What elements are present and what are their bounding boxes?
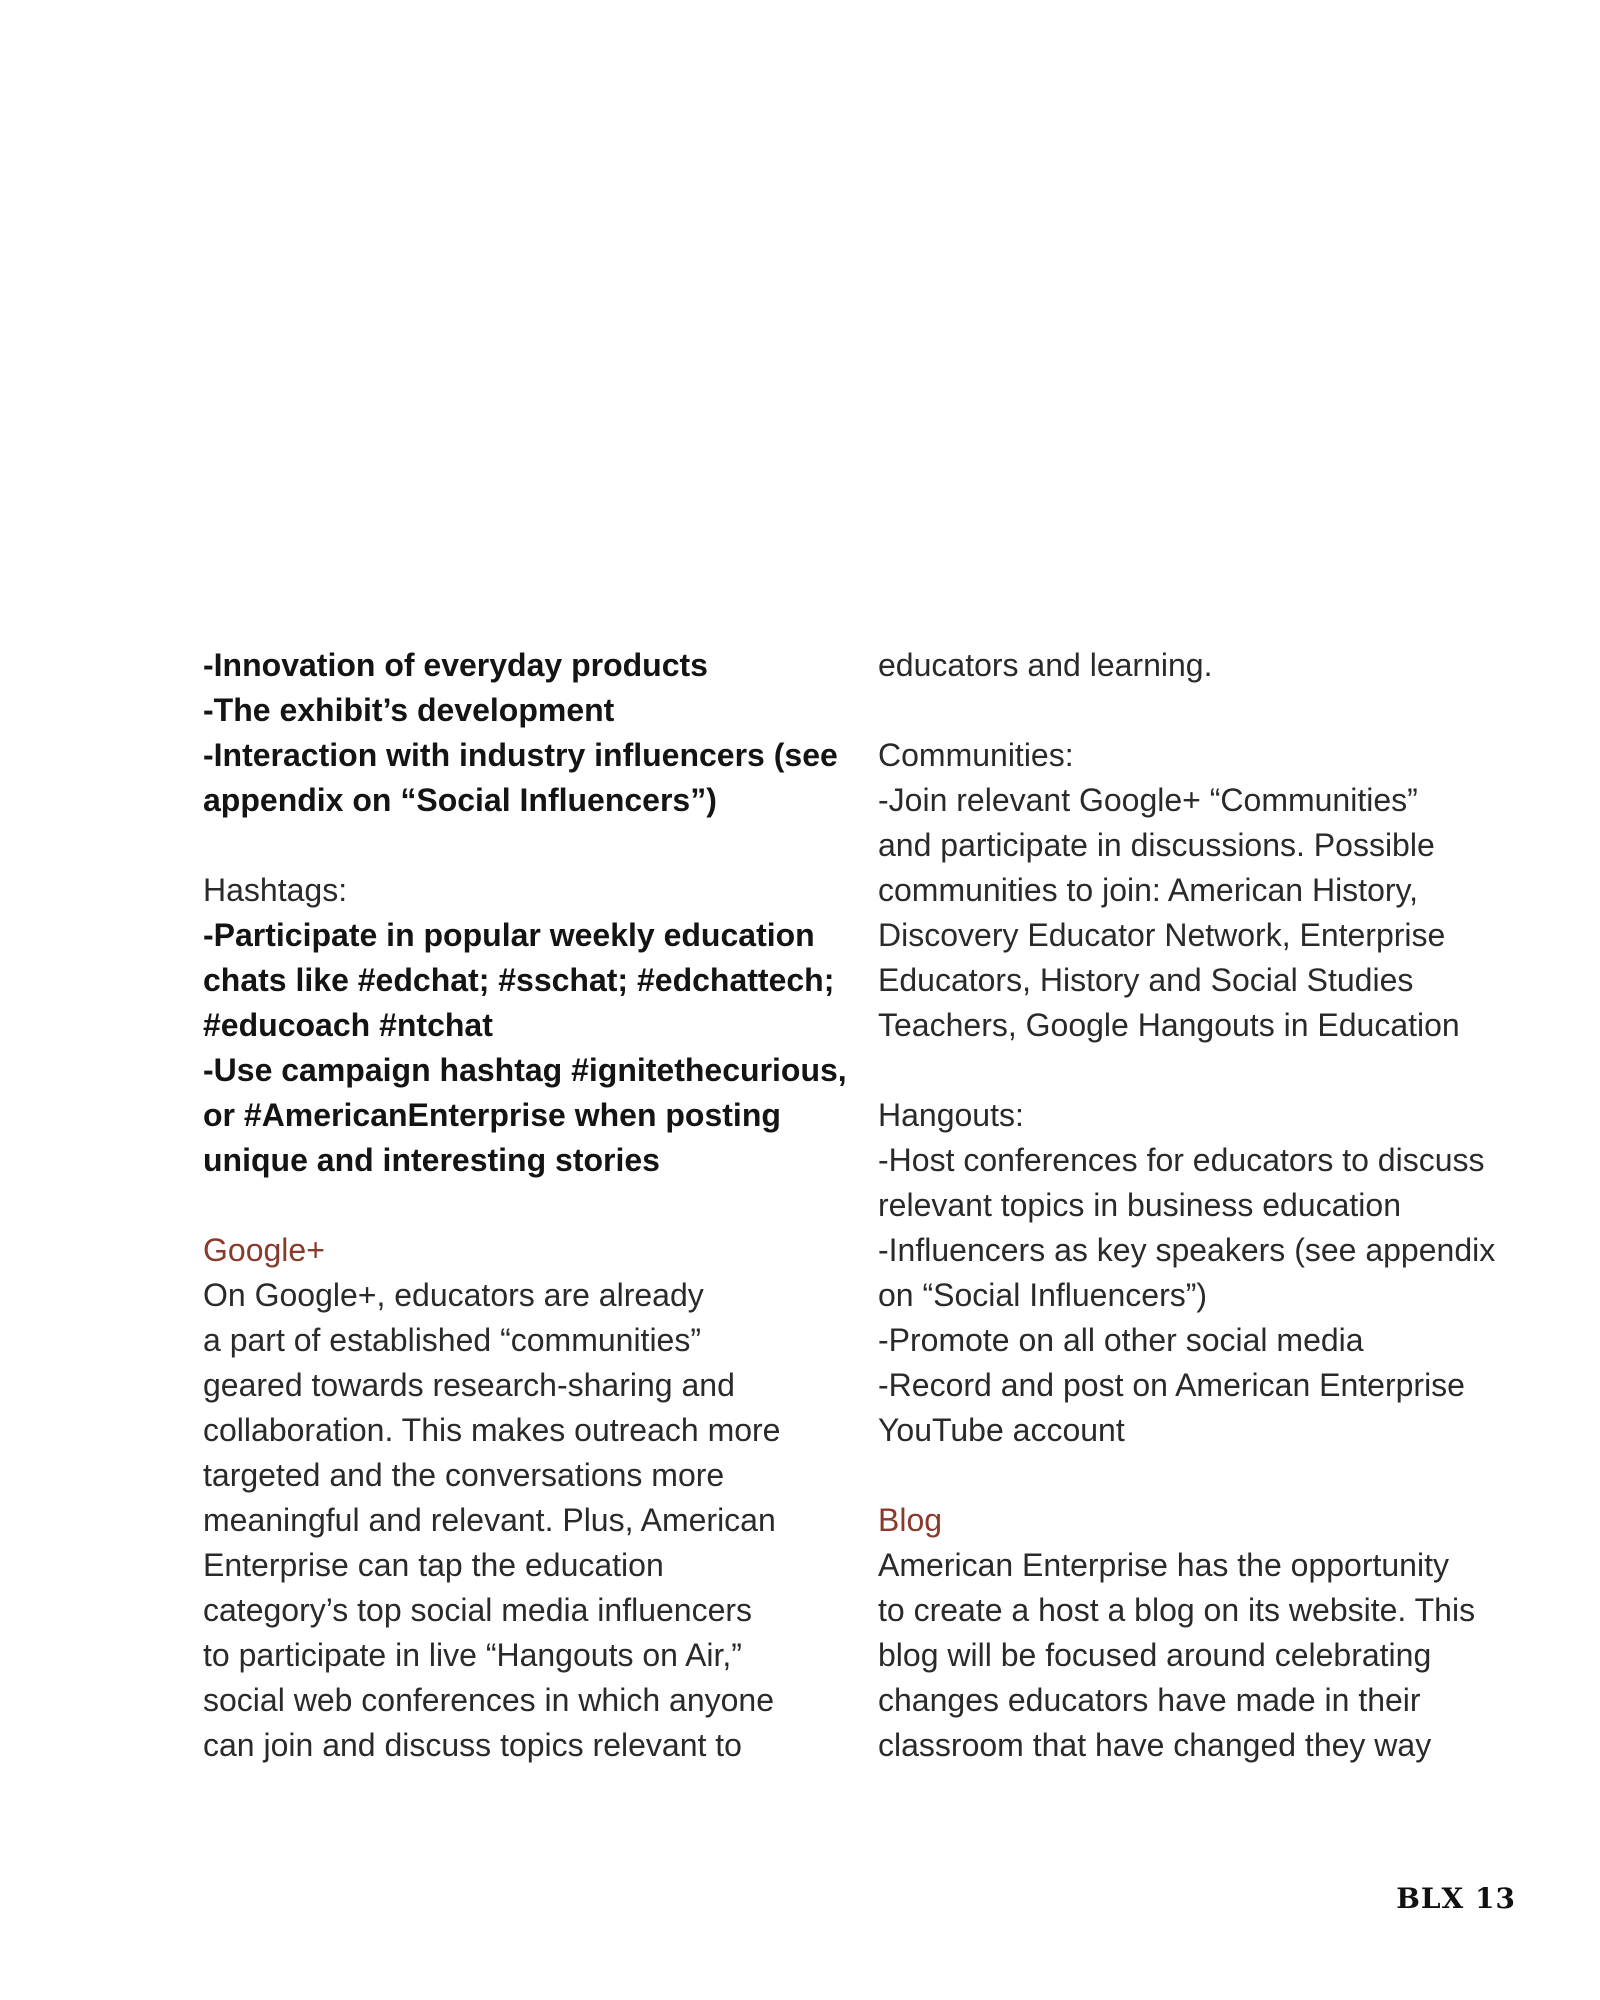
list-item: -Interaction with industry influencers (see	[203, 737, 838, 773]
paragraph-line: geared towards research-sharing and	[203, 1367, 735, 1403]
list-item: #educoach #ntchat	[203, 1007, 493, 1043]
paragraph-line: on “Social Influencers”)	[878, 1277, 1208, 1313]
list-item: or #AmericanEnterprise when posting	[203, 1097, 781, 1133]
paragraph-line: Educators, History and Social Studies	[878, 962, 1414, 998]
blog-paragraph	[878, 1543, 1538, 1768]
blog-heading: Blog	[878, 1502, 943, 1538]
googleplus-heading: Google+	[203, 1232, 325, 1268]
list-item: -The exhibit’s development	[203, 692, 615, 728]
googleplus-paragraph	[203, 1273, 843, 1768]
list-item: -Participate in popular weekly education	[203, 917, 815, 953]
list-item: appendix on “Social Influencers”)	[203, 782, 717, 818]
hashtags-label: Hashtags:	[203, 872, 348, 908]
page-number: BLX 13	[1396, 1882, 1516, 1915]
spacer	[203, 1183, 843, 1228]
paragraph-line: American Enterprise has the opportunity	[878, 1547, 1449, 1583]
paragraph-line: classroom that have changed they way	[878, 1727, 1432, 1763]
paragraph-line: -Influencers as key speakers (see appendix	[878, 1232, 1496, 1268]
paragraph-line: a part of established “communities”	[203, 1322, 701, 1358]
paragraph-line: social web conferences in which anyone	[203, 1682, 774, 1718]
hangouts-label: Hangouts:	[878, 1097, 1024, 1133]
paragraph-line: to create a host a blog on its website. This	[878, 1592, 1476, 1628]
paragraph-line: can join and discuss topics relevant to	[203, 1727, 742, 1763]
list-item: chats like #edchat; #sschat; #edchattech;	[203, 962, 835, 998]
list-item: unique and interesting stories	[203, 1142, 660, 1178]
spacer	[878, 688, 1538, 733]
paragraph-line: relevant topics in business education	[878, 1187, 1401, 1223]
paragraph-line: -Host conferences for educators to discuss	[878, 1142, 1485, 1178]
paragraph-line: -Join relevant Google+ “Communities”	[878, 782, 1418, 818]
paragraph-line: YouTube account	[878, 1412, 1125, 1448]
spacer	[878, 1048, 1538, 1093]
left-column	[203, 643, 847, 1768]
paragraph-line: -Promote on all other social media	[878, 1322, 1364, 1358]
continued-line: educators and learning.	[878, 647, 1213, 683]
list-item: -Innovation of everyday products	[203, 647, 708, 683]
paragraph-line: blog will be focused around celebrating	[878, 1637, 1432, 1673]
paragraph-line: changes educators have made in their	[878, 1682, 1421, 1718]
paragraph-line: and participate in discussions. Possible	[878, 827, 1435, 863]
paragraph-line: targeted and the conversations more	[203, 1457, 725, 1493]
paragraph-line: category’s top social media influencers	[203, 1592, 753, 1628]
paragraph-line: Enterprise can tap the education	[203, 1547, 664, 1583]
spacer	[878, 1453, 1538, 1498]
spacer	[203, 823, 843, 868]
paragraph-line: collaboration. This makes outreach more	[203, 1412, 781, 1448]
hashtags-list	[203, 913, 847, 1183]
right-column	[878, 643, 1538, 1768]
paragraph-line: Discovery Educator Network, Enterprise	[878, 917, 1446, 953]
communities-label: Communities:	[878, 737, 1074, 773]
paragraph-line: Teachers, Google Hangouts in Education	[878, 1007, 1460, 1043]
paragraph-line: -Record and post on American Enterprise	[878, 1367, 1465, 1403]
paragraph-line: meaningful and relevant. Plus, American	[203, 1502, 776, 1538]
communities-paragraph	[878, 778, 1538, 1048]
intro-list	[203, 643, 843, 823]
hangouts-paragraph	[878, 1138, 1538, 1453]
paragraph-line: to participate in live “Hangouts on Air,”	[203, 1637, 742, 1673]
paragraph-line: On Google+, educators are already	[203, 1277, 704, 1313]
paragraph-line: communities to join: American History,	[878, 872, 1419, 908]
list-item: -Use campaign hashtag #ignitethecurious,	[203, 1052, 847, 1088]
